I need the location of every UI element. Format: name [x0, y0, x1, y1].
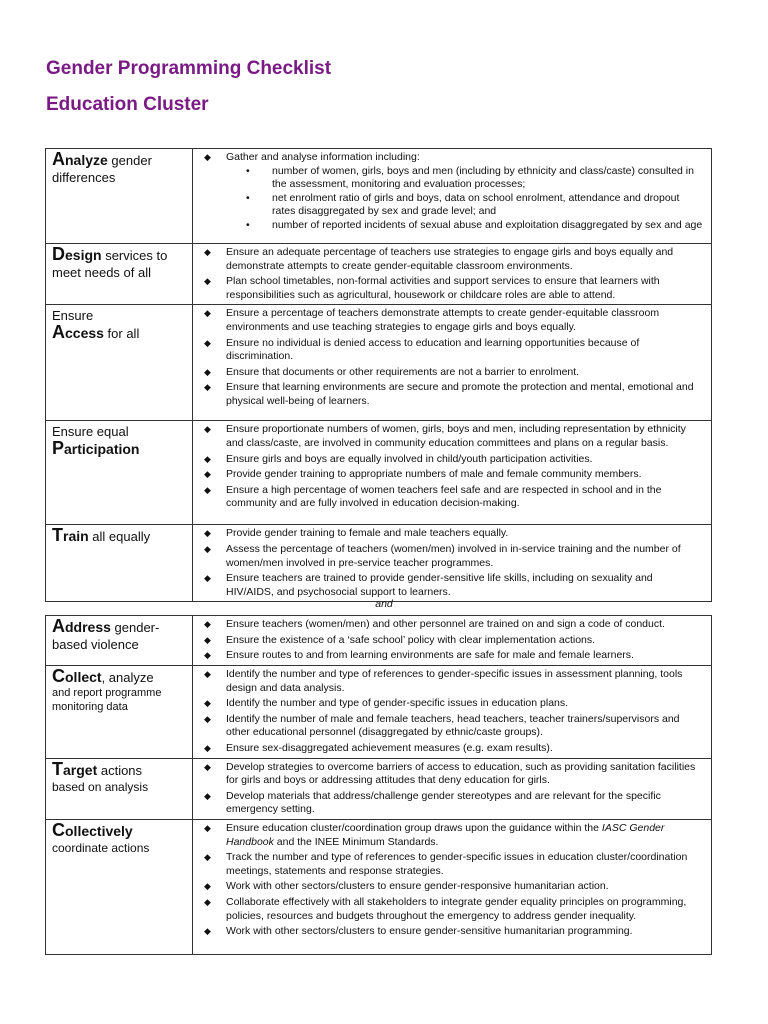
item-text: Gather and analyse information including:	[226, 151, 420, 163]
list-item	[199, 468, 703, 482]
list-item	[199, 151, 703, 233]
label-keyword: ddress	[65, 619, 111, 635]
label-initial: A	[52, 149, 65, 169]
row-label	[46, 616, 193, 666]
diamond-bullet-icon: ◆	[204, 698, 211, 709]
item-text: Work with other sectors/clusters to ensure gender-sensitive humanitarian programming.	[226, 925, 633, 938]
diamond-bullet-icon: ◆	[204, 926, 211, 937]
item-text: Ensure the existence of a ‘safe school’ policy with clear implementation actions.	[226, 633, 596, 646]
item-text: Ensure girls and boys are equally involved in child/youth participation activities.	[226, 452, 593, 465]
row-items	[193, 758, 712, 819]
sub-list-item	[246, 164, 703, 192]
table-row	[46, 149, 712, 244]
diamond-bullet-icon: ◆	[204, 669, 211, 679]
row-items	[193, 819, 712, 954]
table-row	[46, 525, 712, 602]
item-text: Ensure routes to and from learning environments are safe for male and female learners.	[226, 649, 634, 662]
label-prefix: Ensure equal	[52, 424, 129, 440]
label-keyword: arget	[63, 761, 98, 778]
list-item	[199, 618, 703, 632]
item-text: Ensure education cluster/coordination group draws upon the guidance within the	[226, 821, 602, 834]
dot-bullet-icon: •	[246, 164, 250, 177]
item-text: Ensure that learning environments are secure and promote the protection and mental, emotional and physical well-being of learners.	[226, 381, 694, 407]
diamond-bullet-icon: ◆	[204, 881, 211, 892]
diamond-bullet-icon: ◆	[204, 484, 211, 495]
label-initial: C	[52, 666, 65, 686]
item-text: Develop materials that address/challenge gender stereotypes and are relevant for the specific emergency setting.	[226, 789, 661, 816]
list-item	[199, 880, 703, 894]
row-items	[193, 616, 712, 666]
table-row	[46, 616, 712, 666]
diamond-bullet-icon: ◆	[204, 308, 211, 319]
list-item	[199, 337, 703, 364]
label-detail: and report programme monitoring data	[52, 687, 162, 713]
list-item	[199, 851, 703, 878]
item-text: Plan school timetables, non-formal activities and support services to ensure that learners with responsibilities such as agricultural, housework or childcare roles are able to attend.	[226, 275, 660, 301]
item-text: Ensure teachers (women/men) and other personnel are trained on and sign a code of conduct.	[226, 618, 665, 630]
label-rest: all equally	[88, 529, 151, 545]
list-item	[199, 822, 703, 849]
item-text: Ensure proportionate numbers of women, girls, boys and men, including representation by ethnicity and class/caste, are involved in community education committees and plans on a regular basis.	[226, 423, 686, 449]
row-label	[46, 819, 193, 954]
label-initial: T	[52, 758, 63, 779]
table-row	[46, 819, 712, 954]
label-initial: P	[52, 438, 65, 459]
item-text: Identify the number and type of gender-specific issues in education plans.	[226, 697, 569, 710]
list-item	[199, 527, 703, 541]
row-label	[46, 149, 193, 244]
item-text: Ensure an adequate percentage of teachers use strategies to engage girls and boys equally and demonstrate attempts to create gender-equitable classroom environments.	[226, 246, 674, 272]
row-label	[46, 244, 193, 305]
row-items	[193, 305, 712, 421]
table-row	[46, 305, 712, 421]
diamond-bullet-icon: ◆	[204, 337, 211, 348]
list-item	[199, 423, 703, 450]
table-row	[46, 244, 712, 305]
diamond-bullet-icon: ◆	[204, 382, 211, 393]
label-rest: gender-based violence	[52, 620, 160, 652]
item-text: Ensure a percentage of teachers demonstrate attempts to create gender-equitable classroom environments and use teaching strategies to engage girls and boys equally.	[226, 307, 660, 333]
label-keyword: ccess	[65, 325, 104, 342]
list-item	[199, 742, 703, 756]
row-label	[46, 666, 193, 759]
list-item	[199, 543, 703, 570]
list-item	[199, 484, 703, 511]
item-text: number of reported incidents of sexual abuse and exploitation disaggregated by sex and age	[272, 218, 703, 231]
list-item	[199, 453, 703, 467]
diamond-bullet-icon: ◆	[204, 896, 211, 907]
row-items	[193, 149, 712, 244]
diamond-bullet-icon: ◆	[204, 650, 211, 661]
checklist-table-2	[45, 615, 712, 955]
list-item	[199, 668, 703, 695]
label-detail: coordinate actions	[52, 840, 150, 855]
diamond-bullet-icon: ◆	[204, 276, 211, 287]
item-text: Identify the number and type of references to gender-specific issues in assessment planning, tools design and data analysis.	[226, 668, 683, 694]
row-items	[193, 666, 712, 759]
item-text: number of women, girls, boys and men (including by ethnicity and class/caste) consulted in the assessment, monitoring and evaluation processes;	[272, 164, 694, 191]
diamond-bullet-icon: ◆	[204, 822, 211, 833]
label-initial: C	[52, 819, 65, 840]
sub-list-item	[246, 191, 703, 219]
table-row	[46, 666, 712, 759]
label-detail: based on analysis	[52, 779, 149, 794]
diamond-bullet-icon: ◆	[204, 528, 211, 539]
list-item	[199, 246, 703, 273]
item-text: Ensure that documents or other requirements are not a barrier to enrolment.	[226, 365, 580, 378]
label-keyword: nalyze	[65, 152, 108, 168]
row-label	[46, 525, 193, 602]
label-rest: for all	[103, 326, 140, 342]
list-item	[199, 649, 703, 663]
diamond-bullet-icon: ◆	[204, 619, 211, 629]
item-text: Track the number and type of references to gender-specific issues in education cluster/coordination meetings, statements and response strategies.	[226, 851, 688, 877]
list-item	[199, 366, 703, 380]
label-rest: actions	[97, 762, 143, 778]
list-item	[199, 572, 703, 599]
label-rest: gender differences	[52, 153, 152, 185]
item-text: Ensure no individual is denied access to education and learning opportunities because of discrimination.	[226, 336, 640, 363]
label-rest: , analyze	[101, 670, 154, 685]
page-title: Gender Programming Checklist	[46, 58, 332, 79]
checklist-table-1	[45, 148, 712, 602]
list-item	[199, 381, 703, 408]
diamond-bullet-icon: ◆	[204, 713, 211, 724]
item-text: Develop strategies to overcome barriers of access to education, such as providing sanitation facilities for girls and boys or addressing attitudes that deny education for girls.	[226, 760, 696, 787]
label-prefix: Ensure	[52, 308, 94, 324]
list-item	[199, 790, 703, 817]
page-subtitle: Education Cluster	[46, 94, 209, 115]
diamond-bullet-icon: ◆	[204, 543, 211, 554]
item-text: Ensure a high percentage of women teachers feel safe and are respected in school and in the community and are fully involved in education decision-making.	[226, 483, 662, 510]
label-initial: A	[52, 616, 65, 636]
list-item	[199, 634, 703, 648]
item-text: Identify the number of male and female teachers, head teachers, teacher trainers/supervisors and other educational personnel (disaggregated by ethnic/caste groups).	[226, 712, 680, 739]
list-item	[199, 925, 703, 939]
row-items	[193, 525, 712, 602]
table-row	[46, 421, 712, 525]
label-keyword: articipation	[64, 441, 140, 458]
dot-bullet-icon: •	[246, 218, 250, 231]
diamond-bullet-icon: ◆	[204, 790, 211, 801]
table-row	[46, 758, 712, 819]
dot-bullet-icon: •	[246, 191, 250, 204]
list-item	[199, 275, 703, 302]
row-label	[46, 305, 193, 421]
label-keyword: rain	[63, 528, 89, 545]
diamond-bullet-icon: ◆	[204, 573, 211, 584]
diamond-bullet-icon: ◆	[204, 247, 211, 257]
row-items	[193, 244, 712, 305]
row-label	[46, 758, 193, 819]
diamond-bullet-icon: ◆	[204, 761, 211, 772]
item-text: Work with other sectors/clusters to ensure gender-responsive humanitarian action.	[226, 880, 609, 893]
item-text: Collaborate effectively with all stakeholders to integrate gender equality principles on programming, policies, resources and budgets throughout the emergency to address gender inequality.	[226, 895, 687, 922]
row-items	[193, 421, 712, 525]
item-text-italic: IASC Gender Handbook	[226, 821, 665, 848]
diamond-bullet-icon: ◆	[204, 742, 211, 753]
diamond-bullet-icon: ◆	[204, 469, 211, 480]
diamond-bullet-icon: ◆	[204, 366, 211, 377]
label-initial: T	[52, 525, 63, 546]
item-text: Assess the percentage of teachers (women/men) involved in in-service training and the number of women/men involved in pre-service teacher programmes.	[226, 542, 681, 569]
item-text: net enrolment ratio of girls and boys, data on school enrolment, attendance and dropout rates disaggregated by sex and grade level; and	[272, 191, 680, 218]
item-text: Ensure sex-disaggregated achievement measures (e.g. exam results).	[226, 741, 553, 754]
label-keyword: ollectively	[65, 822, 133, 839]
diamond-bullet-icon: ◆	[204, 424, 211, 435]
diamond-bullet-icon: ◆	[204, 634, 211, 645]
item-text: and the INEE Minimum Standards.	[273, 835, 439, 848]
label-rest: services to meet needs of all	[52, 248, 168, 280]
row-label	[46, 421, 193, 525]
label-initial: A	[52, 322, 65, 343]
diamond-bullet-icon: ◆	[204, 453, 211, 464]
label-keyword: ollect	[65, 669, 102, 685]
separator-text: and	[375, 598, 393, 610]
list-item	[199, 697, 703, 711]
label-initial: D	[52, 244, 65, 264]
diamond-bullet-icon: ◆	[204, 152, 211, 162]
list-item	[199, 713, 703, 740]
list-item	[199, 896, 703, 923]
sub-list-item	[246, 218, 703, 233]
list-item	[199, 761, 703, 788]
list-item	[199, 307, 703, 334]
label-keyword: esign	[65, 247, 102, 263]
diamond-bullet-icon: ◆	[204, 852, 211, 863]
item-text: Ensure teachers are trained to provide gender-sensitive life skills, including on sexuality and HIV/AIDS, and psychosocial support to learners.	[226, 572, 653, 598]
item-text: Provide gender training to female and male teachers equally.	[226, 527, 509, 540]
item-text: Provide gender training to appropriate numbers of male and female community members.	[226, 468, 642, 481]
